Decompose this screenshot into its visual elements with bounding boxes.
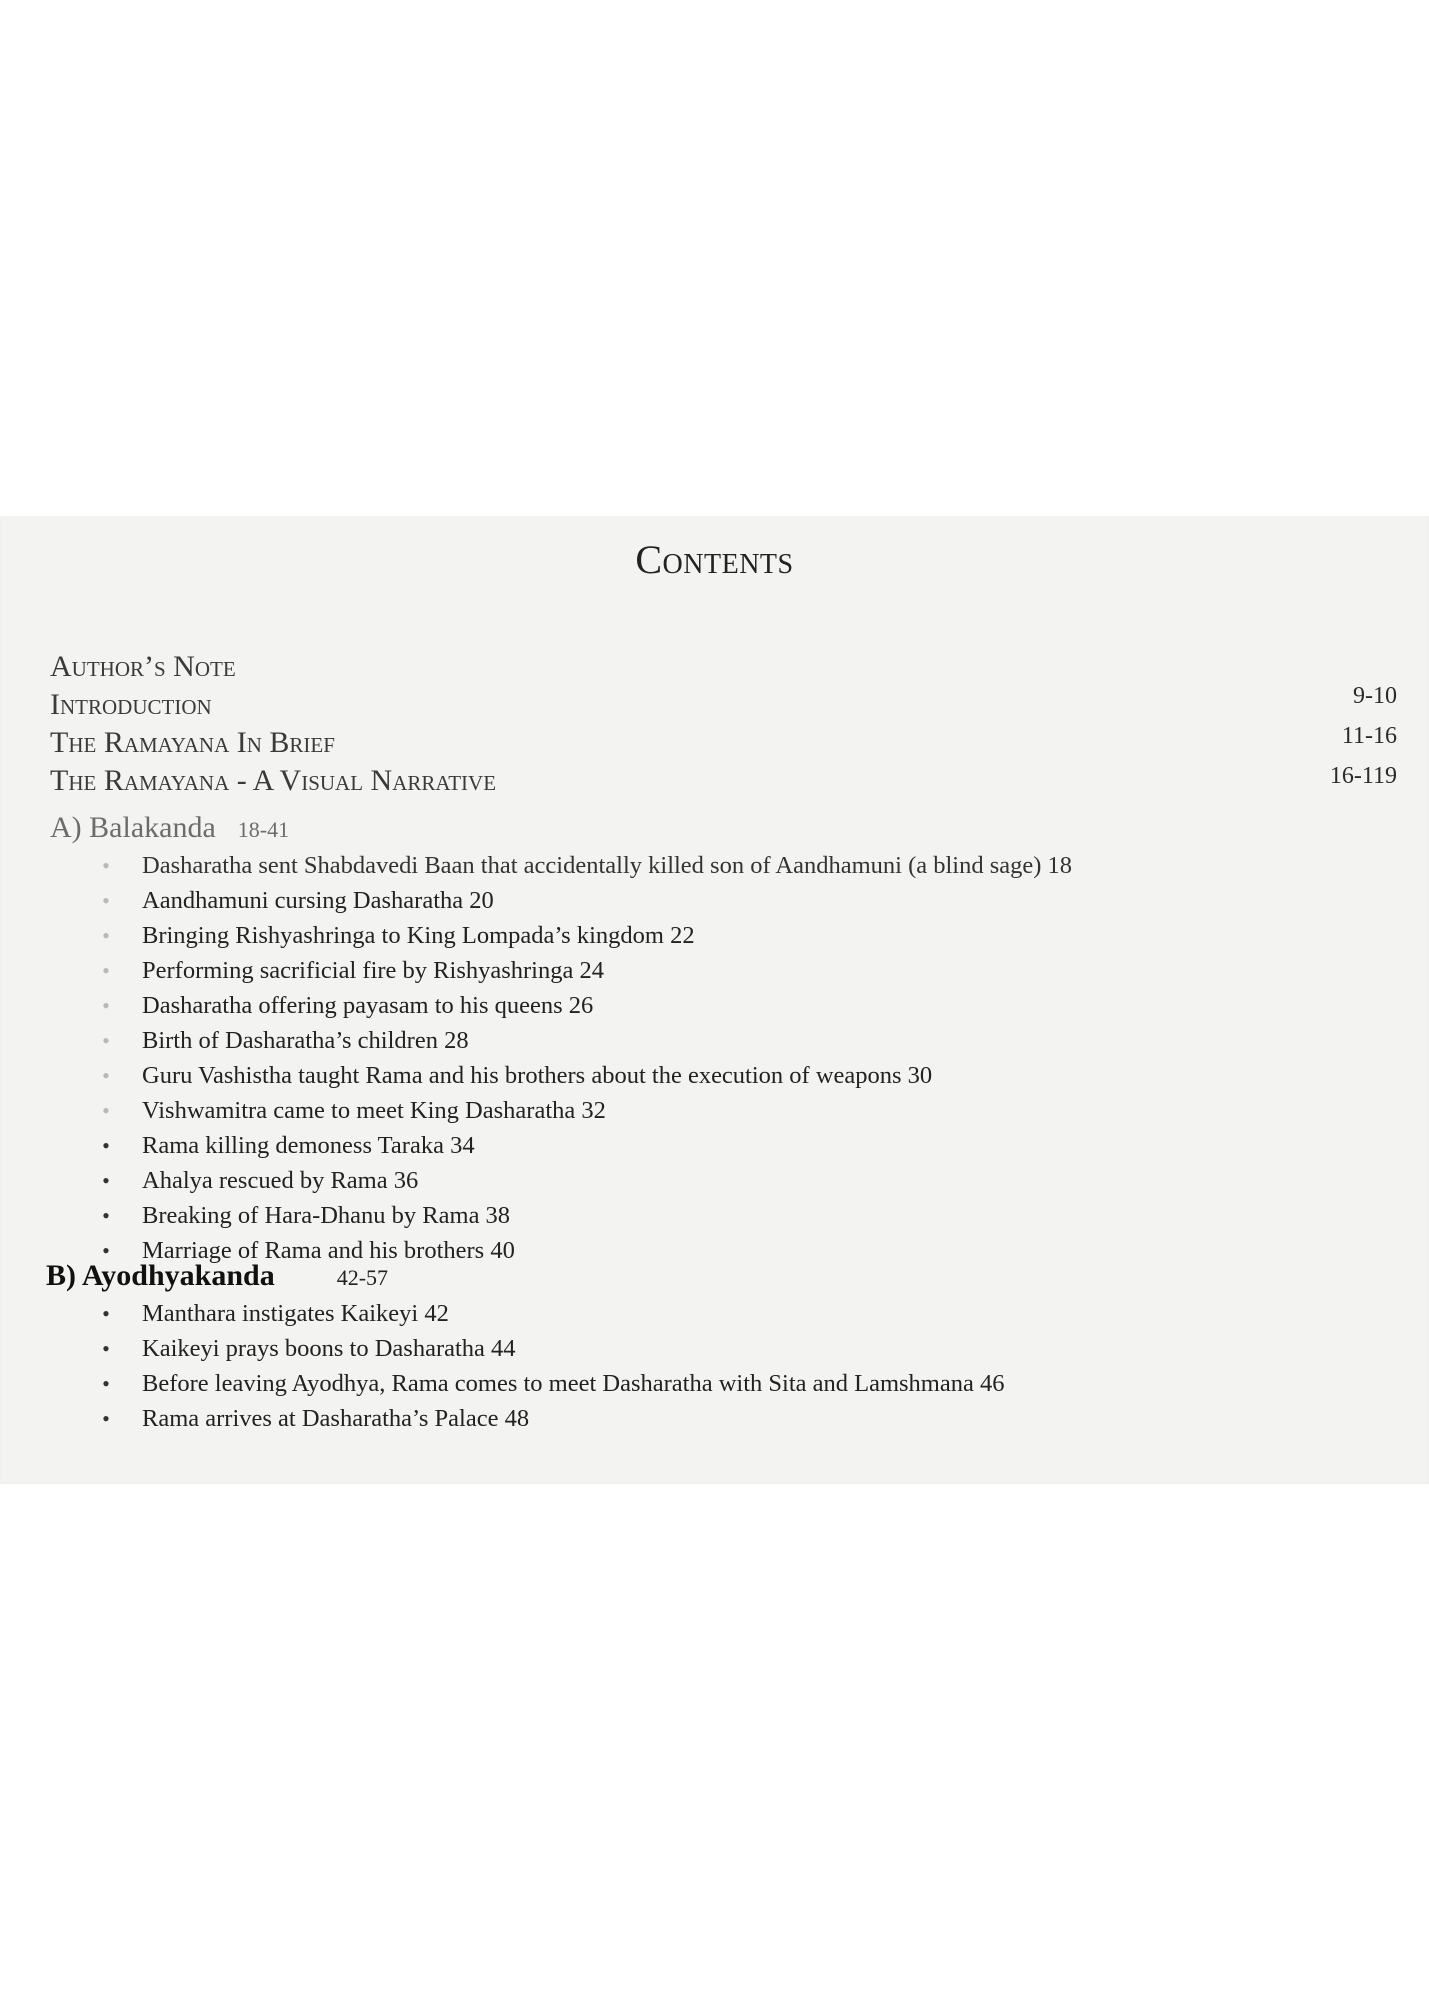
list-item: • Birth of Dasharatha’s children 28: [96, 1023, 1072, 1058]
ayodhyakanda-entries: [96, 1296, 1005, 1436]
list-item: • Before leaving Ayodhya, Rama comes to meet Dasharatha with Sita and Lamshmana 46: [96, 1366, 1005, 1401]
front-matter-list: [50, 648, 496, 800]
list-item: • Bringing Rishyashringa to King Lompada’s kingdom 22: [96, 918, 1072, 953]
list-item: • Breaking of Hara-Dhanu by Rama 38: [96, 1198, 1072, 1233]
front-matter-item: The Ramayana In Brief: [50, 726, 335, 759]
bullet-icon: •: [102, 888, 110, 913]
list-item: • Performing sacrificial fire by Rishyashringa 24: [96, 953, 1072, 988]
book-page: [0, 516, 1429, 1484]
section-heading-label: A) Balakanda: [50, 811, 216, 844]
section-heading-balakanda: [50, 811, 289, 845]
list-item: • Ahalya rescued by Rama 36: [96, 1163, 1072, 1198]
page-range: 9-10: [1353, 683, 1397, 709]
page-range: 16-119: [1329, 763, 1397, 789]
bullet-icon: •: [102, 1168, 110, 1193]
bullet-icon: •: [102, 993, 110, 1018]
bullet-icon: •: [102, 1336, 110, 1361]
bullet-icon: •: [102, 853, 110, 878]
front-matter-item: Author’s Note: [50, 650, 236, 683]
list-item: • Manthara instigates Kaikeyi 42: [96, 1296, 1005, 1331]
list-item: • Marriage of Rama and his brothers 40: [96, 1233, 1072, 1268]
bullet-icon: •: [102, 1028, 110, 1053]
list-item: • Kaikeyi prays boons to Dasharatha 44: [96, 1331, 1005, 1366]
list-item: • Rama arrives at Dasharatha’s Palace 48: [96, 1401, 1005, 1436]
bullet-icon: •: [102, 1301, 110, 1326]
section-heading-ayodhyakanda: [46, 1259, 388, 1293]
bullet-icon: •: [102, 1063, 110, 1088]
bullet-icon: •: [102, 1238, 110, 1263]
bullet-icon: •: [102, 1371, 110, 1396]
section-page-range: 42-57: [336, 1265, 389, 1290]
bullet-icon: •: [102, 1133, 110, 1158]
list-item: • Aandhamuni cursing Dasharatha 20: [96, 883, 1072, 918]
page-range-column: [1297, 676, 1397, 796]
page-title: Contents: [635, 537, 794, 582]
section-heading-label: B) Ayodhyakanda: [46, 1259, 275, 1292]
list-item: • Dasharatha offering payasam to his queens 26: [96, 988, 1072, 1023]
list-item: • Rama killing demoness Taraka 34: [96, 1128, 1072, 1163]
page-range: 11-16: [1341, 723, 1397, 749]
list-item: • Vishwamitra came to meet King Dasharatha 32: [96, 1093, 1072, 1128]
front-matter-item: The Ramayana - A Visual Narrative: [50, 764, 497, 797]
balakanda-entries: [96, 848, 1072, 1268]
bullet-icon: •: [102, 923, 110, 948]
front-matter-item: Introduction: [50, 688, 212, 721]
bullet-icon: •: [102, 1098, 110, 1123]
bullet-icon: •: [102, 1203, 110, 1228]
bullet-icon: •: [102, 1406, 110, 1431]
bullet-icon: •: [102, 958, 110, 983]
list-item: • Dasharatha sent Shabdavedi Baan that accidentally killed son of Aandhamuni (a blind sage) 18: [96, 848, 1072, 883]
list-item: • Guru Vashistha taught Rama and his brothers about the execution of weapons 30: [96, 1058, 1072, 1093]
section-page-range: 18-41: [237, 817, 290, 842]
